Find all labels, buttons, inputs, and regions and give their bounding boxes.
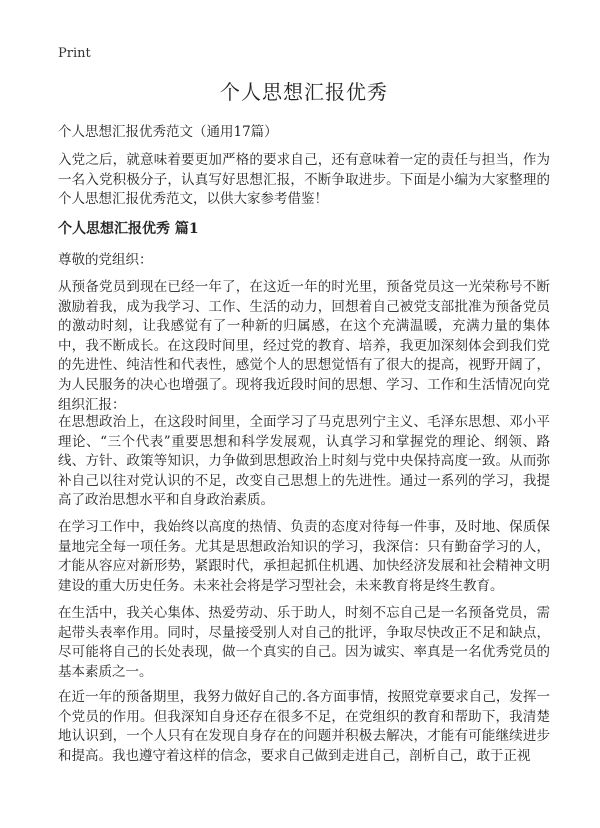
- intro-paragraph: 入党之后，就意味着要更加严格的要求自己，还有意味着一定的责任与担当，作为一名入党积极分子，认真写好思想汇报，不断争取进步。下面是小编为大家整理的个人思想汇报优秀范文，以供大家参考借鉴！: [58, 152, 550, 208]
- body-paragraph: 在生活中，我关心集体、热爱劳动、乐于助人，时刻不忘自己是一名预备党员，需起带头表率作用。同时，尽量接受别人对自己的批评，争取尽快改正不足和缺点，尽可能将自己的长处表现，做一个真实的自己。因为诚实、率真是一名优秀党员的基本素质之一。: [58, 605, 550, 680]
- document-subtitle: 个人思想汇报优秀范文（通用17篇）: [58, 124, 278, 140]
- body-paragraph: 在近一年的预备期里，我努力做好自己的.各方面事情，按照党章要求自己，发挥一个党员的作用。但我深知自身还存在很多不足，在党组织的教育和帮助下，我清楚地认识到，一个人只有在发现自身存在的问题并积极去解决，才能有可能继续进步和提高。我也遵守着这样的信念，要求自己做到走进自己，剖析自己，敢于正视: [58, 689, 550, 764]
- body-paragraph: 从预备党员到现在已经一年了，在这近一年的时光里，预备党员这一光荣称号不断激励着我，成为我学习、工作、生活的动力，回想着自己被党支部批准为预备党员的激动时刻，让我感觉有了一种新的归属感，在这个充满温暖，充满力量的集体中，我不断成长。在这段时间里，经过党的教育、培养，我更加深刻体会到我们党的先进性、纯洁性和代表性，感觉个人的思想觉悟有了很大的提高，视野开阔了，为人民服务的决心也增强了。现将我近段时间的思想、学习、工作和生活情况向党组织汇报：: [58, 279, 550, 413]
- section-heading: 个人思想汇报优秀 篇1: [58, 221, 199, 237]
- print-label: Print: [58, 46, 91, 61]
- body-paragraph: 在学习工作中，我始终以高度的热情、负责的态度对待每一件事，及时地、保质保量地完全每一项任务。尤其是思想政治知识的学习，我深信：只有勤奋学习的人，才能从容应对新形势，紧跟时代，承担起抓住机遇、加快经济发展和社会精神文明建设的重大历史任务。未来社会将是学习型社会，未来教育将是终生教育。: [58, 519, 550, 594]
- salutation: 尊敬的党组织：: [58, 252, 153, 268]
- body-paragraph: 在思想政治上，在这段时间里，全面学习了马克思列宁主义、毛泽东思想、邓小平理论、“三个代表”重要思想和科学发展观，认真学习和掌握党的理论、纲领、路线、方针、政策等知识，力争做到思想政治上时刻与党中央保持高度一致。从而弥补自己以往对党认识的不足，改变自己思想上的先进性。通过一系列的学习，我提高了政治思想水平和自身政治素质。: [58, 414, 550, 509]
- document-title: 个人思想汇报优秀: [220, 80, 388, 104]
